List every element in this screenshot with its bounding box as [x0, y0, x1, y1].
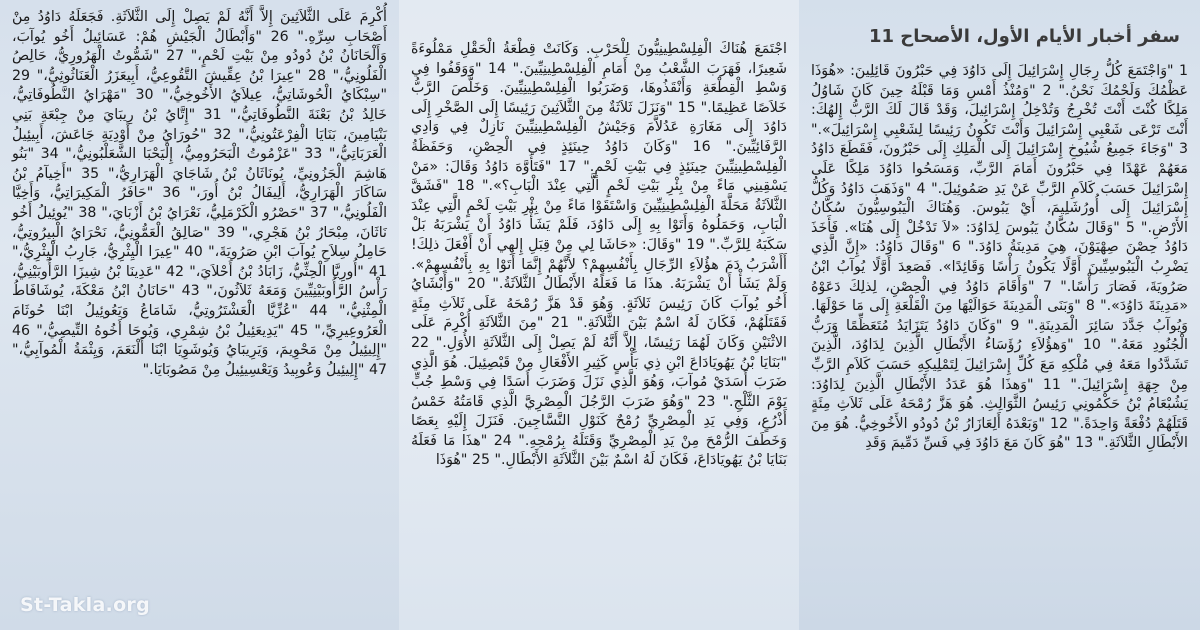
column-text-middle: اجْتَمَعَ هُنَاكَ الْفِلِسْطِينِيُّونَ لِلْحَرْبِ. وَكَانَتْ قِطْعَةُ الْحَقْلِ مَمْلُوءَةً شَعِيرًا، فَهَرَبَ الشَّعْبُ مِنْ أَمَامِ الْفِلِسْطِينِيِّينَ." 14 "وَوَقَفُوا فِي وَسْطِ الْقِطْعَةِ وَأَنْقَذُوهَا، وَضَرَبُوا الْفِلِسْطِينِيِّينَ. وَخَلَّصَ الرَّبُّ خَلاَصًا عَظِيمًا." 15 "وَنَزَلَ ثَلاَثَةٌ مِنَ الثَّلاَثِينَ رَئِيسًا إِلَى الصَّخْرِ إِلَى دَاوُدَ إِلَى مَغَارَةِ عَدُلاَّمَ وَجَيْشُ الْفِلِسْطِينِيِّينَ نَازِلٌ فِي وَادِي الرَّفَائِيِّينَ." 16 "وَكَانَ دَاوُدُ حِينَئِذٍ فِي الْحِصْنِ، وَحَفَظَةُ الْفِلِسْطِينِيِّينَ حِينَئِذٍ فِي بَيْتِ لَحْمٍ." 17 "فَتَأَوَّهَ دَاوُدُ وَقَالَ: «مَنْ يَسْقِينِي مَاءً مِنْ بِئْرِ بَيْتِ لَحْمٍ الَّتِي عِنْدَ الْبَابِ؟»." 18 "فَشَقَّ الثَّلاَثَةُ مَحَلَّةَ الْفِلِسْطِينِيِّينَ وَاسْتَقَوْا مَاءً مِنْ بِئْرِ بَيْتِ لَحْمٍ الَّتِي عِنْدَ الْبَابِ، وَحَمَلُوهُ وَأَتَوْا بِهِ إِلَى دَاوُدَ، فَلَمْ يَشَأْ دَاوُدُ أَنْ يَشْرَبَهُ بَلْ سَكَبَهُ لِلرَّبِّ." 19 "وَقَالَ: «حَاشَا لِي مِنْ قِبَلِ إِلهِي أَنْ أَفْعَلَ ذلِكَ! أَأَشْرَبُ دَمَ هؤُلاَءِ الرِّجَالِ بِأَنْفُسِهِمْ؟ لأَنَّهُمْ إِنَّمَا أَتَوْا بِهِ بِأَنْفُسِهِمْ». وَلَمْ يَشَأْ أَنْ يَشْرَبَهُ. هذَا مَا فَعَلَهُ الأَبْطَالُ الثَّلاَثَةُ." 20 "وَأَبْشَايُ أَخُو يُوآبَ كَانَ رَئِيسَ ثَلاَثَةٍ. وَهُوَ قَدْ هَزَّ رُمْحَهُ عَلَى ثَلاَثِ مِئَةٍ فَقَتَلَهُمْ، فَكَانَ لَهُ اسْمٌ بَيْنَ الثَّلاَثَةِ." 21 "مِنَ الثَّلاَثَةِ أُكْرِمَ عَلَى الاثْنَيْنِ وَكَانَ لَهُمَا رَئِيسًا، إِلاَّ أَنَّهُ لَمْ يَصِلْ إِلَى الثَّلاَثَةِ الأُوَلِ." 22 "بَنَايَا بْنُ يَهُويَادَاعَ ابْنِ ذِي بَأْسٍ كَثِيرِ الأَفْعَالِ مِنْ قَبْصِئِيلَ. هُوَ الَّذِي ضَرَبَ أَسَدَيْ مُوآبَ، وَهُوَ الَّذِي نَزَلَ وَضَرَبَ أَسَدًا فِي وَسْطِ جُبٍّ يَوْمَ الثَّلْجِ." 23 "وَهُوَ ضَرَبَ الرَّجُلَ الْمِصْرِيَّ الَّذِي قَامَتُهُ خَمْسُ أَذْرُعٍ، وَفِي يَدِ الْمِصْرِيِّ رُمْحٌ كَنَوْلِ النَّسَّاجِينَ. فَنَزَلَ إِلَيْهِ بِعَصًا وَخَطَفَ الرُّمْحَ مِنْ يَدِ الْمِصْرِيِّ وَقَتَلَهُ بِرُمْحِهِ." 24 "هذَا مَا فَعَلَهُ بَنَايَا بْنُ يَهُويَادَاعَ، فَكَانَ لَهُ اسْمٌ بَيْنَ الثَّلاَثَةِ الأَبْطَالِ." 25 "هُوَذَا: [411, 41, 788, 469]
column-text-right: 1 "وَاجْتَمَعَ كُلُّ رِجَالِ إِسْرَائِيلَ إِلَى دَاوُدَ فِي حَبْرُونَ قَائِلِينَ: «هُوَذَا عَظْمُكَ وَلَحْمُكَ نَحْنُ." 2 "وَمُنْذُ أَمْسِ وَمَا قَبْلَهُ حِينَ كَانَ شَاوُلُ مَلِكًا كُنْتَ أَنْتَ تُخْرِجُ وَتُدْخِلُ إِسْرَائِيلَ، وَقَدْ قَالَ لَكَ الرَّبُّ إِلهُكَ: أَنْتَ تَرْعَى شَعْبِي إِسْرَائِيلَ وَأَنْتَ تَكُونُ رَئِيسًا لِشَعْبِي إِسْرَائِيلَ»." 3 "وَجَاءَ جَمِيعُ شُيُوخِ إِسْرَائِيلَ إِلَى الْمَلِكِ إِلَى حَبْرُونَ، فَقَطَعَ دَاوُدُ مَعَهُمْ عَهْدًا فِي حَبْرُونَ أَمَامَ الرَّبِّ، وَمَسَحُوا دَاوُدَ مَلِكًا عَلَى إِسْرَائِيلَ حَسَبَ كَلاَمِ الرَّبِّ عَنْ يَدِ صَمُوئِيلَ." 4 "وَذَهَبَ دَاوُدُ وَكُلُّ إِسْرَائِيلَ إِلَى أُورُشَلِيمَ، أَيْ يَبُوسَ. وَهُنَاكَ الْيَبُوسِيُّونَ سُكَّانُ الأَرْضِ." 5 "وَقَالَ سُكَّانُ يَبُوسَ لِدَاوُدَ: «لاَ تَدْخُلْ إِلَى هُنَا». فَأَخَذَ دَاوُدُ حِصْنَ صِهْيَوْنَ، هِيَ مَدِينَةُ دَاوُدَ." 6 "وَقَالَ دَاوُدُ: «إِنَّ الَّذِي يَضْرِبُ الْيَبُوسِيِّينَ أَوَّلًا يَكُونُ رَأْسًا وَقَائِدًا». فَصَعِدَ أَوَّلًا يُوآبُ ابْنُ صَرُويَةَ، فَصَارَ رَأْسًا." 7 "وَأَقَامَ دَاوُدُ فِي الْحِصْنِ، لِذلِكَ دَعَوْهُ «مَدِينَةَ دَاوُدَ»." 8 "وَبَنَى الْمَدِينَةَ حَوَالَيْهَا مِنَ الْقَلْعَةِ إِلَى مَا حَوْلَهَا. وَيُوآبُ جَدَّدَ سَائِرَ الْمَدِينَةِ." 9 "وَكَانَ دَاوُدُ يَتَزَايَدُ مُتَعَظِّمًا وَرَبُّ الْجُنُودِ مَعَهُ." 10 "وَهؤُلاَءِ رُؤَسَاءُ الأَبْطَالِ الَّذِينَ لِدَاوُدَ، الَّذِينَ تَشَدَّدُوا مَعَهُ فِي مُلْكِهِ مَعَ كُلِّ إِسْرَائِيلَ لِتَمْلِيكِهِ حَسَبَ كَلاَمِ الرَّبِّ مِنْ جِهَةِ إِسْرَائِيلَ." 11 "وَهذَا هُوَ عَدَدُ الأَبْطَالِ الَّذِينَ لِدَاوُدَ: يَشُبْعَامُ بْنُ حَكْمُونِي رَئِيسُ الثَّوَالِثِ. هُوَ هَزَّ رُمْحَهُ عَلَى ثَلاَثِ مِئَةٍ قَتَلَهُمْ دُفْعَةً وَاحِدَةً." 12 "وَبَعْدَهُ أَلِعَازَارُ بْنُ دُودُو الأَخُوخِيُّ. هُوَ مِنَ الأَبْطَالِ الثَّلاَثَةِ." 13 "هُوَ كَانَ مَعَ دَاوُدَ فِي فَسِّ دَمِّيمَ وَقَدِ: [811, 63, 1189, 452]
text-column-left: [0, 0, 399, 630]
text-column-right: [799, 0, 1200, 630]
chapter-title: سفر أخبار الأيام الأول، الأصحاح 11: [868, 26, 1180, 47]
column-text-left: أُكْرِمَ عَلَى الثَّلاَثِينَ إِلاَّ أَنَّهُ لَمْ يَصِلْ إِلَى الثَّلاَثَةِ. فَجَعَلَهُ دَاوُدُ مِنْ أَصْحَابِ سِرِّهِ." 26 "وَأَبْطَالُ الْجَيْشِ هُمْ: عَسَائِيلُ أَخُو يُوآبَ، وَأَلْحَانَانُ بْنُ دُودُو مِنْ بَيْتِ لَحْمٍ،" 27 "شَمُّوتُ الْهَرُورِيُّ، حَالِصُ الْفَلُونِيُّ،" 28 "عِيرَا بْنُ عِقِّيشَ التَّقُوعِيُّ، أَبِيعَزَرُ الْعَنَاثُوثِيُّ،" 29 "سِبْكَايُ الْحُوشَاتِيُّ، عِيلاَيُ الأَخُوخِيُّ،" 30 "مَهْرَايُ النَّطُوفَاتِيُّ، خَالِدُ بْنُ بَعْنَةَ النَّطُوفَاتِيُّ،" 31 "إِتَّايُ بْنُ رِيبَايَ مِنْ جِبْعَةِ بَنِي بَنْيَامِينَ، بَنَايَا الْفِرْعَتُونِيُّ،" 32 "حُورَايُ مِنْ أَوْدِيَةِ جَاعَشَ، أَبِيئِيلُ الْعَرَبَاتِيُّ،" 33 "عَزْمُوتُ الْبَحَرُومِيُّ، إِلْيَحْبَا الشَّعَلْبُونِيُّ،" 34 "بَنُو هَاشِمَ الْجَزُونِيِّ، يُونَاثَانُ بْنُ شَاجَايَ الْهَرَارِيُّ،" 35 "أَخِيآمُ بْنُ سَاكَارَ الْهَرَارِيُّ، أَلِيفَالُ بْنُ أُورَ،" 36 "حَافَرُ الْمَكِيرَاتِيُّ، وَأَخِيَّا الْفَلُونِيُّ،" 37 "حَصْرُو الْكَرْمَلِيُّ، نَعْرَايُ بْنُ أَزْبَايَ،" 38 "يُوئِيلُ أَخُو نَاثَانَ، مِبْحَارُ بْنُ هَجْرِي،" 39 "صَالِقُ الْعَمُّونِيُّ، نَحْرَايُ الْبِيرُوتِيُّ، حَامِلُ سِلاَحِ يُوآبَ ابْنِ صَرُويَةَ،" 40 "عِيرَا الْيِثْرِيُّ، جَارِبُ الْيِثْرِيُّ،" 41 "أُورِيَّا الْحِثِّيُّ، زَابَادُ بْنُ أَحْلاَيَ،" 42 "عَدِينَا بْنُ شِيزَا الرَّأُوبَيْنِيُّ، رَأْسُ الرَّأُوبَيْنِيِّينَ وَمَعَهُ ثَلاَثُونَ،" 43 "حَانَانُ ابْنُ مَعْكَةَ، يُوشَافَاطُ الْمِثْنِيُّ،" 44 "عُزِّيَّا الْعَشْتَرُوتِيُّ، شَامَاعُ وَيَعُوئِيلُ ابْنَا حُوثَامَ الْعَرُوعِيرِيِّ،" 45 "يَدِيعَئِيلُ بْنُ شِمْرِي، وَيُوحَا أَخُوهُ التِّيصِيُّ،" 46 "إِلِيئِيلُ مِنْ مَحْوِيمَ، وَيَرِيبَايُ وَيُوشَوِيَا ابْنَا أَلْنَعَمَ، وَيِثْمَةُ الْمُوآبِيُّ،" 47 "إِلِيئِيلُ وَعُوبِيدُ وَيَعْسِيئِيلُ مِنْ مَصُوبَايَا.": [12, 9, 388, 378]
site-watermark: St-Takla.org: [20, 594, 151, 616]
text-column-middle: [399, 0, 799, 630]
